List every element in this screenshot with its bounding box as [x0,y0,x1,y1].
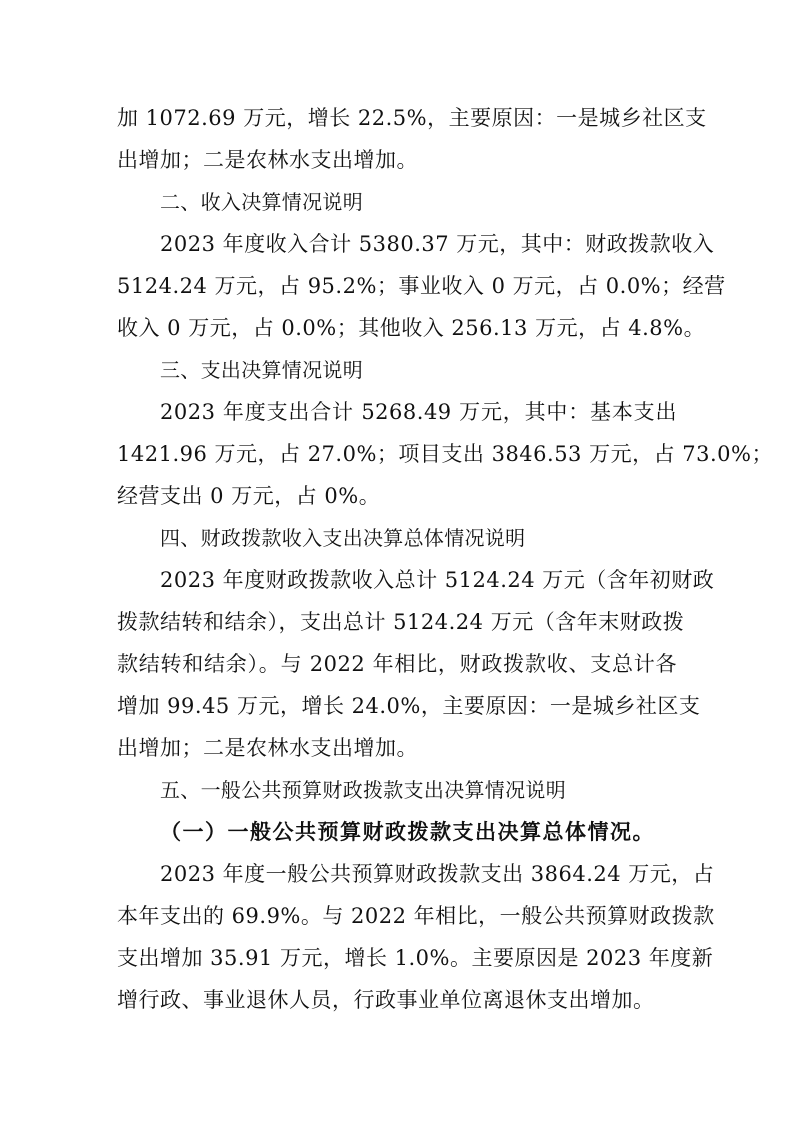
paragraph-line: 增行政、事业退休人员，行政事业单位离退休支出增加。 [117,988,655,1012]
paragraph-line: 款结转和结余）。与 2022 年相比，财政拨款收、支总计各 [117,652,677,676]
paragraph-line: 2023 年度财政拨款收入总计 5124.24 万元（含年初财政 [160,568,715,592]
paragraph-line: 本年支出的 69.9%。与 2022 年相比，一般公共预算财政拨款 [117,904,715,928]
paragraph-line: 2023 年度支出合计 5268.49 万元，其中：基本支出 [160,400,677,424]
paragraph-line: 增加 99.45 万元，增长 24.0%，主要原因：一是城乡社区支 [117,694,701,718]
paragraph-line: 经营支出 0 万元，占 0%。 [117,484,381,508]
paragraph-line: 加 1072.69 万元，增长 22.5%，主要原因：一是城乡社区支 [117,106,707,130]
section-heading-general-budget: 五、一般公共预算财政拨款支出决算情况说明 [160,778,566,802]
section-heading-fiscal-appropriation: 四、财政拨款收入支出决算总体情况说明 [160,526,526,550]
paragraph-line: 2023 年度一般公共预算财政拨款支出 3864.24 万元，占 [160,862,715,886]
paragraph-line: 拨款结转和结余），支出总计 5124.24 万元（含年末财政拨 [117,610,685,634]
paragraph-line: 出增加；二是农林水支出增加。 [117,736,418,760]
paragraph-line: 1421.96 万元，占 27.0%；项目支出 3846.53 万元，占 73.0%； [117,442,773,466]
section-heading-income: 二、收入决算情况说明 [160,190,363,214]
paragraph-line: 收入 0 万元，占 0.0%；其他收入 256.13 万元，占 4.8%。 [117,316,706,340]
paragraph-line: 5124.24 万元，占 95.2%；事业收入 0 万元，占 0.0%；经营 [117,274,726,298]
section-heading-expenditure: 三、支出决算情况说明 [160,358,363,382]
paragraph-line: 2023 年度收入合计 5380.37 万元，其中：财政拨款收入 [160,232,715,256]
subsection-heading: （一）一般公共预算财政拨款支出决算总体情况。 [160,819,655,844]
paragraph-line: 支出增加 35.91 万元，增长 1.0%。主要原因是 2023 年度新 [117,946,714,970]
paragraph-line: 出增加；二是农林水支出增加。 [117,148,418,172]
